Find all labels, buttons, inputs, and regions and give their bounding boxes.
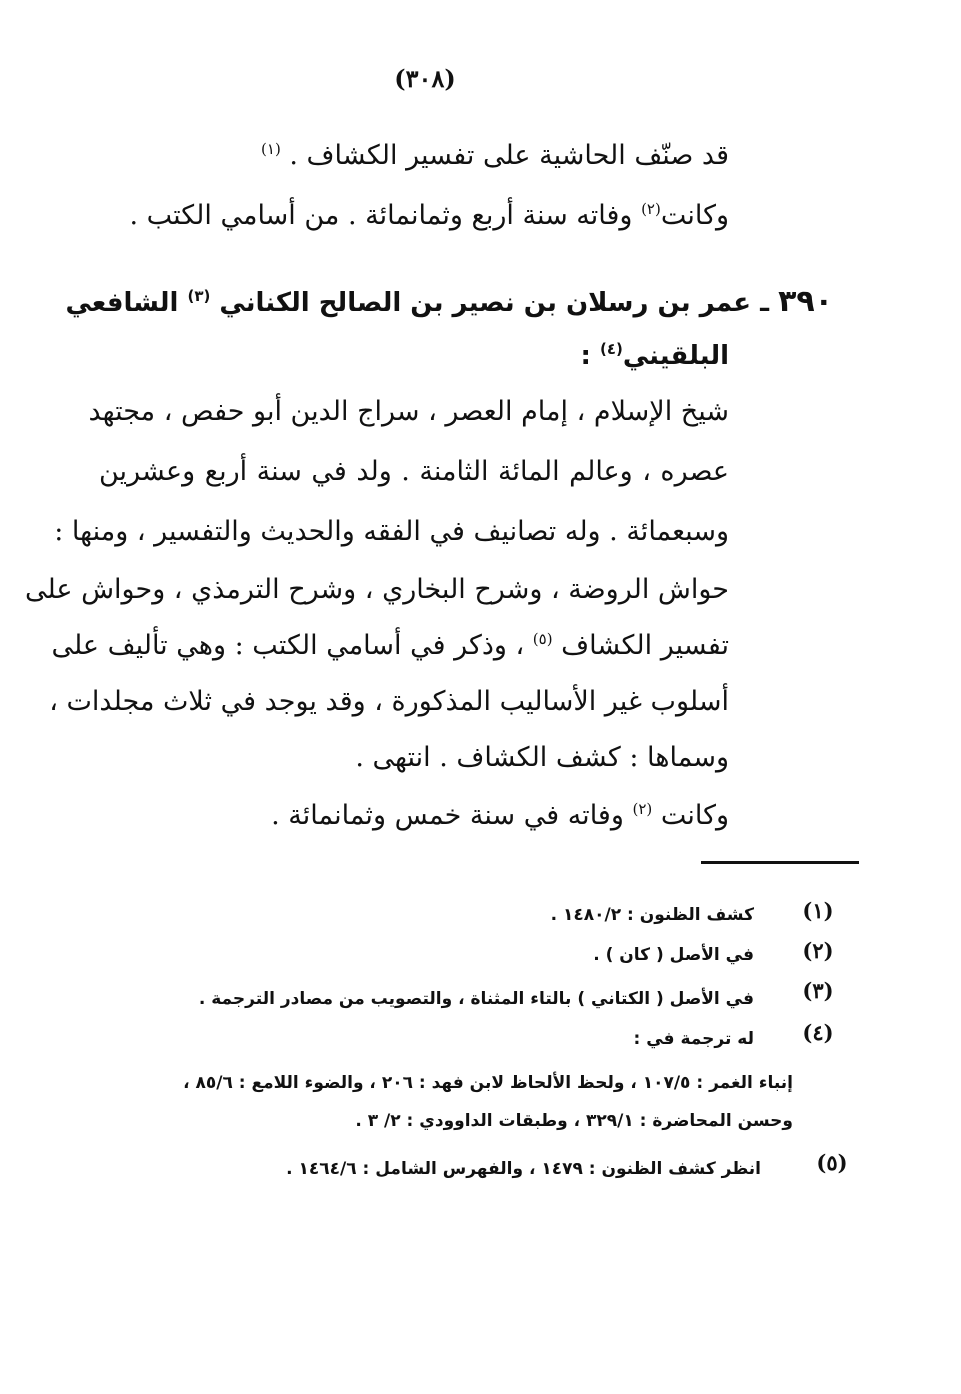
- intro-text: قد صنّف الحاشية على تفسير الكشاف .: [289, 140, 729, 171]
- footnote-number: (٣): [802, 978, 834, 1003]
- footnote-ref[interactable]: (٣): [187, 287, 211, 305]
- entry-name: الشافعي: [65, 288, 179, 318]
- intro-text: وكانت: [660, 200, 729, 231]
- footnote-text: في الأصل ( الكتاني ) بالتاء المثناة ، والتصويب من مصادر الترجمة .: [198, 989, 754, 1009]
- entry-number: ٣٩٠: [778, 284, 833, 319]
- footnote-text: له ترجمة في :: [633, 1029, 754, 1049]
- footnote-number: (٤): [802, 1020, 834, 1045]
- footnote-separator: [701, 861, 859, 864]
- body-line: أسلوب غير الأساليب المذكورة ، وقد يوجد في ثلاث مجلدات ،: [49, 686, 729, 717]
- body-text: وكانت: [660, 800, 729, 831]
- body-line: [51, 626, 729, 666]
- body-text: وفاته في سنة خمس وثمانمائة .: [271, 800, 624, 831]
- footnote-text: انظر كشف الظنون : ١٤٧٩ ، والفهرس الشامل : ١٤٦٤/٦ .: [286, 1159, 761, 1179]
- entry-heading: [65, 282, 833, 323]
- entry-nisba: البلقيني: [622, 341, 729, 371]
- footnote-text: إنباء الغمر : ١٠٧/٥ ، ولحظ الألحاظ لابن فهد : ٢٠٦ ، والضوء اللامع : ٨٥/٦ ،: [183, 1073, 793, 1093]
- footnote-ref[interactable]: (٥): [532, 630, 553, 648]
- footnote-text: في الأصل ( كان ) .: [593, 945, 754, 965]
- footnote-ref[interactable]: (٤): [599, 340, 623, 358]
- page-number: (٣٠٨): [394, 64, 456, 93]
- body-line: وسماها : كشف الكشاف . انتهى .: [355, 742, 729, 773]
- body-line: وسبعمائة . وله تصانيف في الفقه والحديث والتفسير ، ومنها :: [54, 516, 729, 547]
- intro-line-1: [99, 136, 729, 176]
- footnote-number: (٢): [802, 938, 834, 963]
- body-text: تفسير الكشاف: [561, 630, 729, 661]
- footnote-ref[interactable]: (٢): [632, 800, 653, 818]
- footnote-ref[interactable]: (١): [261, 140, 281, 158]
- intro-text: وفاته سنة أربع وثمانمائة . من أسامي الكتب .: [129, 200, 633, 231]
- intro-line-2: [99, 196, 729, 236]
- footnote-text: كشف الظنون : ١٤٨٠/٢ .: [550, 905, 754, 925]
- body-text: ، وذكر في أسامي الكتب : وهي تأليف على: [51, 630, 525, 661]
- footnote-ref[interactable]: (٢): [641, 200, 661, 218]
- entry-name: ـ عمر بن رسلان بن نصير بن الصالح الكناني: [219, 288, 769, 318]
- entry-nisba-line: [581, 336, 730, 376]
- entry-colon: :: [580, 341, 591, 371]
- footnote-number: (٥): [816, 1150, 848, 1175]
- body-line: عصره ، وعالم المائة الثامنة . ولد في سنة أربع وعشرين: [99, 456, 729, 487]
- body-line: شيخ الإسلام ، إمام العصر ، سراج الدين أبو حفص ، مجتهد: [88, 396, 729, 427]
- body-line: حواش الروضة ، وشرح البخاري ، وشرح الترمذي ، وحواش على: [24, 574, 729, 605]
- footnote-text: وحسن المحاضرة : ٣٢٩/١ ، وطبقات الداوودي : ٢/ ٣ .: [355, 1111, 793, 1131]
- body-line: [99, 796, 729, 836]
- footnote-number: (١): [802, 898, 834, 923]
